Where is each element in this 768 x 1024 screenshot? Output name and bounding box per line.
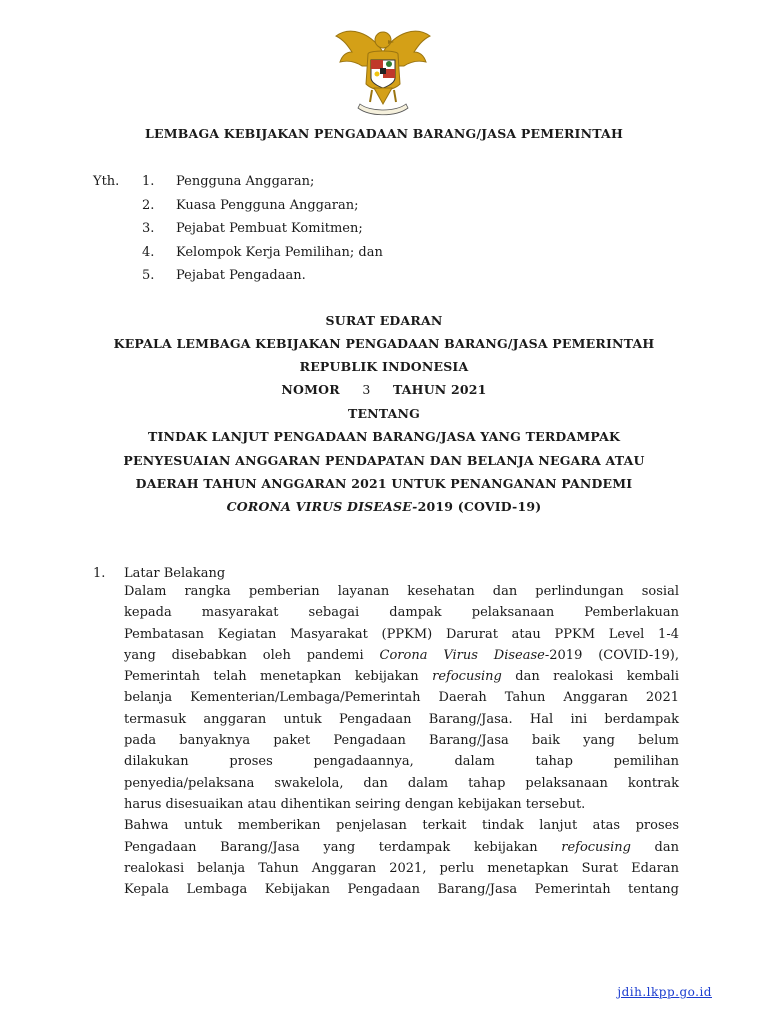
item-number: 1.: [142, 174, 155, 189]
italic-term: refocusing: [561, 839, 631, 855]
text-line: belanja Kementerian/Lembaga/Pemerintah Daerah Tahun Anggaran 2021: [124, 690, 679, 706]
text-line: kepada masyarakat sebagai dampak pelaksanaan Pemberlakuan: [124, 605, 679, 621]
subject-line-1: TINDAK LANJUT PENGADAAN BARANG/JASA YANG TERDAMPAK: [147, 429, 621, 444]
item-number: 5.: [142, 268, 155, 283]
list-item: [142, 174, 383, 198]
text-segment: -2019 (COVID-19),: [544, 647, 679, 663]
recipient-label: Yth.: [93, 174, 120, 189]
subject-line-4: [0, 499, 768, 514]
text-segment: Pengadaan Barang/Jasa yang terdampak kebijakan: [124, 839, 562, 855]
text-line: harus disesuaikan atau dihentikan seiring dengan kebijakan tersebut.: [124, 796, 586, 812]
item-number: 2.: [142, 197, 155, 213]
circular-number: [0, 382, 768, 397]
circular-type: SURAT EDARAN: [325, 313, 443, 328]
text-segment: dan realokasi kembali: [501, 669, 679, 685]
about-label: TENTANG: [347, 406, 421, 421]
section-background: [93, 566, 679, 900]
subject-italic: CORONA VIRUS DISEASE-: [226, 499, 418, 514]
subject-rest: 2019 (COVID-19): [417, 499, 542, 514]
tahun-label: TAHUN 2021: [392, 382, 487, 397]
item-number: 4.: [142, 244, 155, 260]
text-line: Dalam rangka pemberian layanan kesehatan dan perlindungan sosial: [124, 584, 679, 599]
item-text: Pengguna Anggaran;: [176, 174, 315, 189]
item-text: Kuasa Pengguna Anggaran;: [176, 197, 359, 213]
paragraph-2: [124, 815, 679, 900]
garuda-emblem-icon: [330, 22, 436, 118]
list-item: [142, 245, 383, 269]
agency-header: LEMBAGA KEBIJAKAN PENGADAAN BARANG/JASA PEMERINTAH: [145, 126, 623, 141]
paragraph-1: [124, 581, 679, 815]
jdih-link[interactable]: jdih.lkpp.go.id: [617, 985, 712, 999]
text-line: realokasi belanja Tahun Anggaran 2021, perlu menetapkan Surat Edaran: [124, 860, 679, 876]
subject-line-2: PENYESUAIAN ANGGARAN PENDAPATAN DAN BELANJA NEGARA ATAU: [123, 453, 645, 468]
issuer-line-2: REPUBLIK INDONESIA: [299, 359, 469, 374]
section-title: [93, 566, 679, 581]
text-segment: dan: [630, 839, 679, 855]
nomor-label: NOMOR: [281, 382, 340, 397]
text-line: dilakukan proses pengadaannya, dalam tahap pemilihan: [124, 754, 679, 770]
text-line: [124, 666, 679, 687]
item-number: 3.: [142, 221, 155, 236]
text-line: Kepala Lembaga Kebijakan Pengadaan Barang/Jasa Pemerintah tentang: [124, 882, 679, 898]
issuer-line-1: KEPALA LEMBAGA KEBIJAKAN PENGADAAN BARANG/JASA PEMERINTAH: [113, 336, 655, 351]
section-number: 1.: [93, 566, 106, 581]
text-line: Pembatasan Kegiatan Masyarakat (PPKM) Darurat atau PPKM Level 1-4: [124, 626, 679, 642]
text-line: Bahwa untuk memberikan penjelasan terkait tindak lanjut atas proses: [124, 818, 679, 834]
text-line: [124, 645, 679, 666]
italic-term: refocusing: [432, 669, 502, 685]
recipient-list: [142, 174, 383, 292]
section-title-text: Latar Belakang: [124, 566, 226, 581]
item-text: Kelompok Kerja Pemilihan; dan: [176, 244, 383, 260]
item-text: Pejabat Pengadaan.: [176, 268, 306, 283]
list-item: [142, 268, 383, 292]
item-text: Pejabat Pembuat Komitmen;: [176, 221, 363, 236]
text-line: [124, 837, 679, 858]
list-item: [142, 198, 383, 222]
subject-line-3: DAERAH TAHUN ANGGARAN 2021 UNTUK PENANGANAN PANDEMI: [135, 476, 633, 491]
text-line: termasuk anggaran untuk Pengadaan Barang/Jasa. Hal ini berdampak: [124, 711, 679, 727]
italic-term: Corona Virus Disease: [379, 647, 545, 663]
text-segment: Pemerintah telah menetapkan kebijakan: [124, 669, 433, 685]
nomor-value: 3: [362, 382, 371, 397]
text-segment: yang disebabkan oleh pandemi: [124, 647, 380, 663]
text-line: penyedia/pelaksana swakelola, dan dalam tahap pelaksanaan kontrak: [124, 775, 679, 791]
list-item: [142, 221, 383, 245]
text-line: pada banyaknya paket Pengadaan Barang/Jasa baik yang belum: [124, 733, 679, 749]
